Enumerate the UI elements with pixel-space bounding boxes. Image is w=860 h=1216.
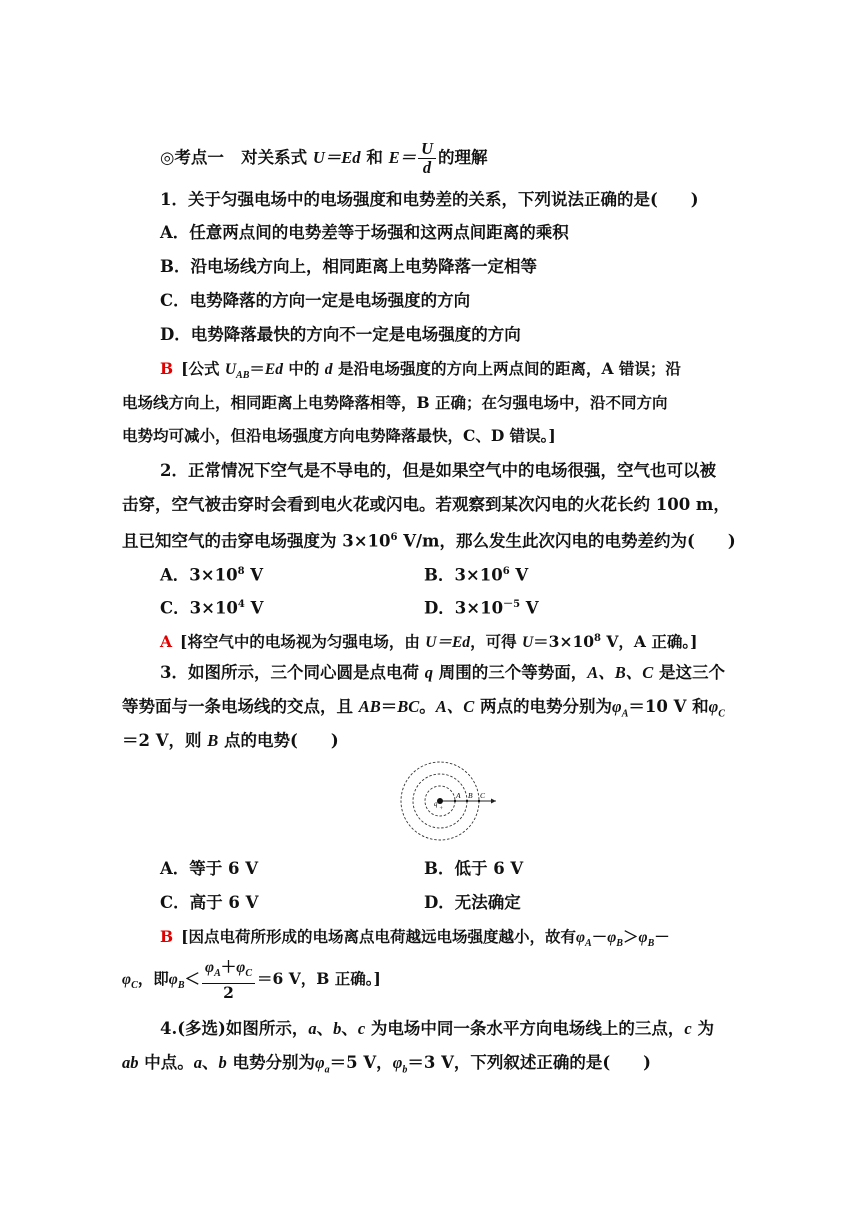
q2-exp-text: [将空气中的电场视为匀强电场，由 (180, 632, 426, 652)
q1-explanation-line3: 电势均可减小，但沿电场强度方向电势降落最快，C、D 错误。] (122, 426, 556, 445)
q2-option-a (160, 561, 263, 587)
point-charge (437, 798, 443, 804)
point-c (478, 800, 480, 802)
formula-u-ed: U＝Ed (312, 148, 361, 167)
q2-opt-base: A．3×10 (160, 565, 238, 585)
q3-op: － (654, 927, 670, 946)
q4-phi: φ (392, 1053, 403, 1072)
q3-answer: B (160, 927, 174, 946)
q2-opt-unit: V (520, 598, 539, 618)
q3-text: ＝2 V，则 (122, 731, 208, 750)
fraction-denominator: d (422, 158, 432, 177)
label-b: B (468, 791, 473, 800)
q3-text: 点的电势( ) (218, 731, 339, 750)
q1-exp-text: 是沿电场强度的方向上两点间的距离，A 错误；沿 (332, 359, 681, 378)
q4-stem-line2 (122, 1052, 651, 1081)
q3-exp-text: [因点电荷所形成的电场离点电荷越远电场强度越小，故有 (181, 927, 576, 946)
q3-phi: φ (205, 959, 215, 976)
formula-e-lhs: E＝ (388, 148, 417, 167)
q4-text: 中点。 (138, 1053, 194, 1072)
q4-text: 、 (202, 1053, 219, 1072)
label-a: A (456, 791, 461, 800)
q2-stem-line2: 击穿，空气被击穿时会看到电火花或闪电。若观察到某次闪电的火花长约 100 m， (122, 495, 730, 514)
q3-text: ＝ (380, 697, 398, 716)
q3-text: 等势面与一条电场线的交点，且 (122, 697, 359, 716)
q3-option-d: D．无法确定 (424, 893, 521, 912)
q2-opt-exp: －5 (503, 599, 521, 610)
q3-phi-sub: B (177, 980, 185, 992)
q3-phi-sub: A (585, 938, 592, 950)
equipotential-figure (400, 756, 500, 842)
q4-text: 为 (691, 1019, 714, 1038)
q2-opt-base: C．3×10 (160, 598, 238, 618)
q1-exp-text: 中的 (283, 359, 325, 378)
q1-exp-sub-ab: AB (236, 370, 250, 382)
q3-phi-sub: C (131, 980, 138, 992)
q3-stem-line1 (160, 662, 725, 684)
q3-phi: φ (575, 929, 586, 946)
section-title-post: 的理解 (438, 148, 488, 167)
q4-text: 4.(多选)如图所示， (160, 1019, 309, 1038)
q3-phi-sub: B (616, 938, 623, 950)
q4-text: 为电场中同一条水平方向电场线上的三点， (365, 1019, 685, 1038)
q3-text: ＝10 V 和 (628, 697, 709, 716)
q3-phi: φ (638, 929, 648, 946)
q3-phi-sub: B (647, 938, 655, 950)
q3-text: 。 (419, 697, 436, 716)
q3-var: AB (358, 697, 381, 716)
q2-exp-formula: U＝Ed (425, 634, 471, 652)
q2-exp-var-u: U (521, 634, 534, 652)
q3-text: 是这三个 (653, 663, 726, 682)
q4-var: c (684, 1019, 692, 1038)
q1-option-b: B．沿电场线方向上，相同距离上电势降落一定相等 (160, 257, 537, 276)
q3-option-c: C．高于 6 V (160, 893, 259, 912)
q3-text: 3．如图所示，三个同心圆是点电荷 (160, 663, 425, 682)
q4-text: ＝5 V， (329, 1053, 393, 1072)
q3-exp-text: ＝6 V，B 正确。] (257, 969, 381, 989)
q2-opt-unit: V (509, 565, 529, 585)
q2-stem-exponent: 6 (390, 532, 398, 543)
q3-phi: φ (607, 929, 617, 946)
q3-stem-line2 (122, 696, 725, 725)
section-marker: ◎考点一 (160, 148, 224, 167)
q1-answer: B (160, 359, 174, 378)
q2-opt-base: D．3×10 (424, 598, 504, 618)
q4-text: 、 (341, 1019, 358, 1038)
q3-explanation-line1 (160, 926, 670, 955)
q4-text: 、 (316, 1019, 334, 1038)
q4-stem-line1 (160, 1018, 714, 1040)
q1-option-a: A．任意两点间的电势差等于场强和这两点间距离的乘积 (160, 223, 569, 242)
q3-phi-sub: A (621, 708, 629, 720)
q1-exp-var-d: d (324, 361, 333, 378)
q3-phi-sub: A (214, 968, 221, 980)
point-a (454, 800, 456, 802)
q1-option-c: C．电势降落的方向一定是电场强度的方向 (160, 291, 471, 310)
q3-var: A、C (435, 697, 475, 716)
q3-phi: φ (122, 971, 132, 989)
q1-exp-var-u: U (224, 361, 237, 378)
q3-var: BC (397, 697, 420, 716)
q3-phi-sub: C (718, 708, 725, 720)
q3-var-abc: A、B、C (587, 663, 654, 682)
q3-phi: φ (168, 971, 178, 989)
q2-answer: A (160, 632, 173, 652)
arrow-icon (491, 799, 496, 804)
q4-phi-sub: a (324, 1064, 330, 1076)
q1-stem: 1．关于匀强电场中的电场强度和电势差的关系，下列说法正确的是( ) (160, 190, 699, 209)
q3-op: － (591, 927, 608, 946)
q2-stem-line3 (122, 527, 736, 553)
q4-phi: φ (315, 1053, 325, 1072)
q3-phi: φ (708, 697, 719, 716)
q3-phi: φ (612, 697, 622, 716)
q4-var: c (357, 1019, 366, 1038)
label-c: C (480, 791, 486, 800)
q3-op: ＋ (220, 957, 237, 976)
q3-stem-line3 (122, 730, 339, 752)
q2-opt-unit: V (244, 565, 264, 585)
point-b (466, 800, 468, 802)
q2-explanation (160, 628, 697, 654)
q3-explanation-line2 (122, 957, 381, 1003)
q4-text: 电势分别为 (226, 1053, 315, 1072)
q2-exp-text: ，可得 (470, 632, 522, 652)
q1-exp-text: [公式 (181, 359, 225, 378)
q2-option-c (160, 594, 263, 620)
q1-exp-var-ed: Ed (264, 361, 283, 378)
q4-var: a (308, 1019, 317, 1038)
q4-text: ＝3 V，下列叙述正确的是( ) (407, 1053, 651, 1072)
q3-exp-text: ，即 (137, 969, 169, 989)
q3-var-q: q (424, 663, 433, 682)
section-heading (160, 136, 488, 180)
q4-var: ab (122, 1053, 139, 1072)
q3-phi: φ (236, 959, 246, 976)
q4-var: b (218, 1053, 227, 1072)
fraction-u-over-d (418, 140, 436, 177)
q4-var: a (193, 1053, 202, 1072)
q3-op: ＞ (622, 927, 639, 946)
q3-op: ＜ (184, 969, 201, 989)
q3-fraction-denominator: 2 (223, 983, 234, 1003)
q2-stem-line1: 2．正常情况下空气是不导电的，但是如果空气中的电场很强，空气也可以被 (160, 461, 716, 480)
q2-opt-base: B．3×10 (424, 565, 503, 585)
q2-exp-exponent: 8 (594, 633, 601, 644)
q2-exp-text: ＝3×10 (533, 632, 595, 652)
q4-var: b (333, 1019, 342, 1038)
q3-var: B (207, 731, 219, 750)
q3-text: 周围的三个等势面， (432, 663, 588, 682)
section-title-pre: 对关系式 (241, 148, 308, 167)
plus-sign: + (439, 806, 443, 812)
q3-option-a: A．等于 6 V (160, 859, 259, 878)
q1-option-d: D．电势降落最快的方向不一定是电场强度的方向 (160, 325, 521, 344)
q3-text: 两点的电势分别为 (474, 697, 613, 716)
q2-opt-unit: V (244, 598, 264, 618)
label-q: q (434, 800, 438, 808)
q1-explanation-line1 (160, 358, 681, 387)
q2-opt-exp: 6 (502, 566, 510, 577)
section-and: 和 (366, 148, 383, 167)
q2-stem-text: V/m，那么发生此次闪电的电势差约为( ) (397, 531, 736, 551)
q2-exp-text: V，A 正确。] (600, 632, 698, 652)
q2-opt-exp: 4 (237, 599, 245, 610)
q2-option-d (424, 594, 539, 620)
q3-option-b: B．低于 6 V (424, 859, 524, 878)
q3-phi-sub: C (245, 968, 253, 980)
q2-opt-exp: 8 (237, 566, 245, 577)
q1-exp-eq: ＝ (249, 359, 265, 378)
q2-option-b (424, 561, 528, 587)
q4-phi-sub: b (402, 1064, 408, 1076)
fraction-numerator: U (421, 139, 433, 158)
q2-stem-text: 且已知空气的击穿电场强度为 3×10 (122, 531, 391, 551)
q3-fraction (202, 958, 255, 1002)
q1-explanation-line2: 电场线方向上，相同距离上电势降落相等，B 正确；在匀强电场中，沿不同方向 (122, 393, 668, 412)
